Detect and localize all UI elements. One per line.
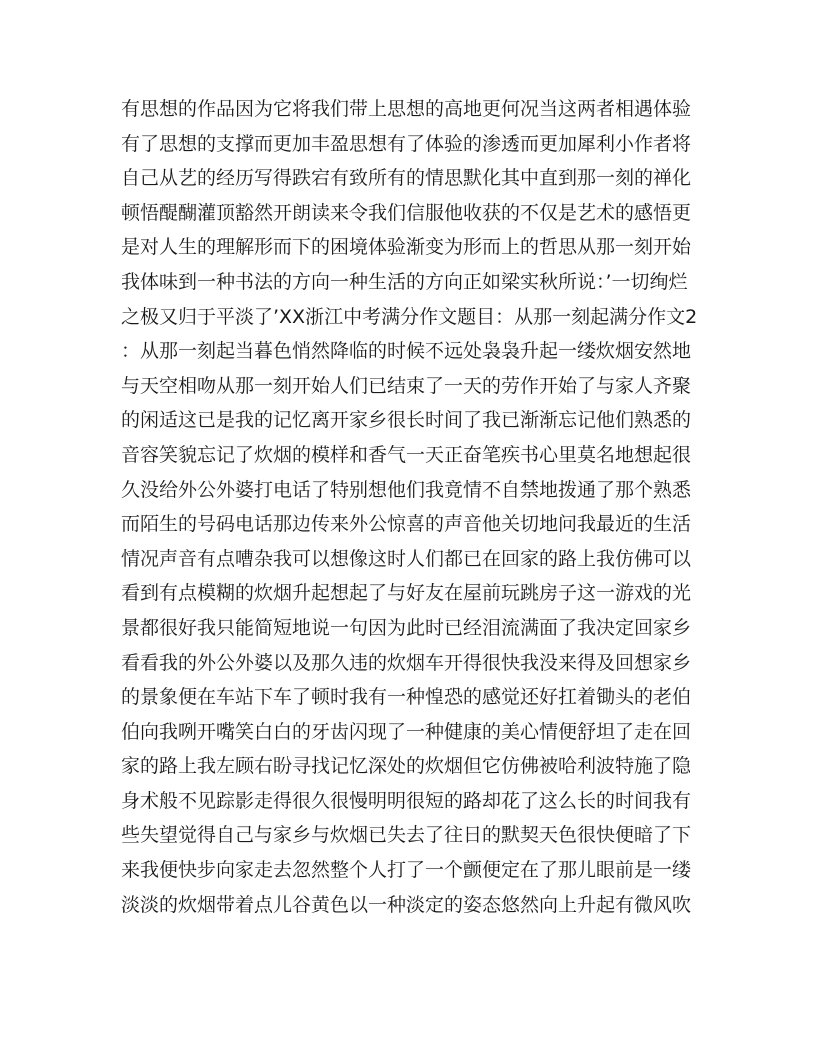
text-line-4: 顿悟醍醐灌顶豁然开朗读来令我们信服他收获的不仅是艺术的感悟更 (121, 201, 692, 224)
text-line-11: 音容笑貌忘记了炊烟的模样和香气一天正奋笔疾书心里莫名地想起很 (121, 443, 692, 466)
text-line-3: 自己从艺的经历写得跌宕有致所有的情思默化其中直到那一刻的禅化 (121, 167, 692, 190)
text-line-18: 的景象便在车站下车了顿时我有一种惶恐的感觉还好扛着锄头的老伯 (121, 686, 692, 709)
text-line-10: 的闲适这已是我的记忆离开家乡很长时间了我已渐渐忘记他们熟悉的 (121, 409, 692, 432)
text-line-8: ：从那一刻起当暮色悄然降临的时候不远处袅袅升起一缕炊烟安然地 (121, 340, 692, 363)
text-line-15: 看到有点模糊的炊烟升起想起了与好友在屋前玩跳房子这一游戏的光 (121, 582, 692, 605)
text-line-20: 家的路上我左顾右盼寻找记忆深处的炊烟但它仿佛被哈利波特施了隐 (121, 755, 692, 778)
text-line-12: 久没给外公外婆打电话了特别想他们我竟情不自禁地拨通了那个熟悉 (121, 478, 692, 501)
text-line-21: 身术般不见踪影走得很久很慢明明很短的路却花了这么长的时间我有 (121, 789, 692, 812)
text-line-23: 来我便快步向家走去忽然整个人打了一个颤便定在了那儿眼前是一缕 (121, 859, 692, 882)
text-line-22: 些失望觉得自己与家乡与炊烟已失去了往日的默契天色很快便暗了下 (121, 824, 692, 847)
text-line-6: 我体味到一种书法的方向一种生活的方向正如梁实秋所说：’一切绚烂 (121, 270, 688, 293)
text-line-16: 景都很好我只能简短地说一句因为此时已经泪流满面了我决定回家乡 (121, 616, 692, 639)
text-line-9: 与天空相吻从那一刻开始人们已结束了一天的劳作开始了与家人齐聚 (121, 374, 692, 397)
text-line-14: 情况声音有点嘈杂我可以想像这时人们都已在回家的路上我仿佛可以 (121, 547, 692, 570)
text-line-1: 有思想的作品因为它将我们带上思想的高地更何况当这两者相遇体验 (121, 98, 692, 120)
text-line-2: 有了思想的支撑而更加丰盈思想有了体验的渗透而更加犀利小作者将 (121, 132, 692, 155)
text-line-5: 是对人生的理解形而下的困境体验渐变为形而上的哲思从那一刻开始 (121, 236, 692, 259)
text-line-19: 伯向我咧开嘴笑白白的牙齿闪现了一种健康的美心情便舒坦了走在回 (121, 720, 692, 743)
text-line-13: 而陌生的号码电话那边传来外公惊喜的声音他关切地问我最近的生活 (121, 513, 692, 536)
text-line-17: 看看我的外公外婆以及那久违的炊烟车开得很快我没来得及回想家乡 (121, 651, 692, 674)
text-line-24: 淡淡的炊烟带着点儿谷黄色以一种淡定的姿态悠然向上升起有微风吹 (121, 893, 692, 916)
text-line-7: 之极又归于平淡了’XX浙江中考满分作文题目：从那一刻起满分作文2 (121, 305, 698, 328)
essay-text (121, 92, 701, 922)
